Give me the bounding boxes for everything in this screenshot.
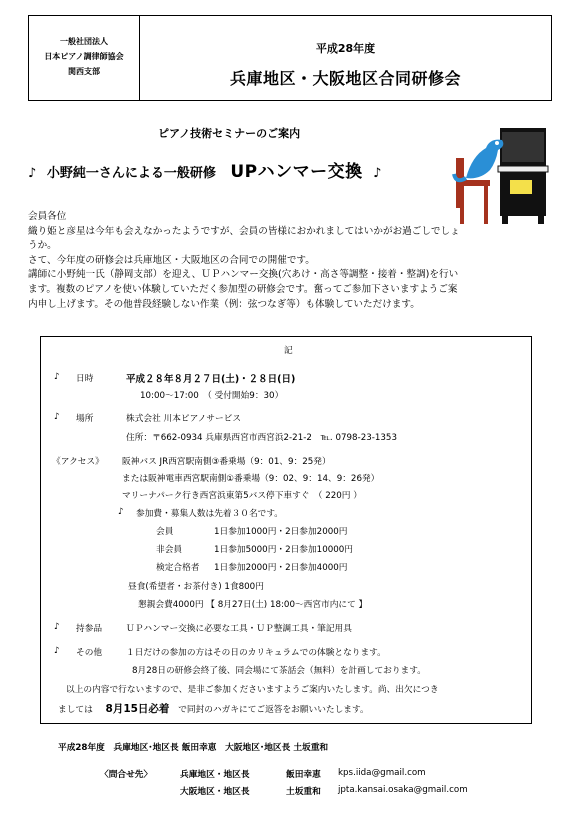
access-line-1: 阪神バス JR西宮駅南側③番乗場（9：01、9：25発） xyxy=(122,457,331,467)
fee-price: 1日参加5000円・2日参加10000円 xyxy=(214,545,353,555)
org-line-3: 関西支部 xyxy=(68,67,100,76)
music-note-icon: ♪ xyxy=(54,646,60,656)
contact-area: 大阪地区・地区長 xyxy=(180,787,250,797)
contact-name: 土坂重和 xyxy=(286,787,321,797)
organization-box xyxy=(28,15,140,101)
time-value: 10:00〜17:00 （ 受付開始9：30） xyxy=(140,391,284,401)
intro-line: ます。複数のピアノを使い体験していただく参加型の研修会です。奮ってご参加下さいますようご案 xyxy=(28,283,458,295)
access-label: 《アクセス》 xyxy=(52,457,104,467)
intro-line: 内申し上げます。その他普段経験しない作業（例：弦つなぎ等）も体験していただけます。 xyxy=(28,298,420,310)
other-line-1: １日だけの参加の方はその日のカリキュラムでの体験となります。 xyxy=(126,648,386,658)
fiscal-year: 平成28年度 xyxy=(315,42,376,55)
lunch-info: 昼食(希望者・お茶付き) 1食800円 xyxy=(128,582,264,592)
items-value: ＵＰハンマー交換に必要な工具・ＵＰ整調工具・筆記用具 xyxy=(126,624,352,634)
headline xyxy=(28,157,381,182)
contact-area: 兵庫地区・地区長 xyxy=(180,770,250,780)
other-label: その他 xyxy=(76,648,103,658)
date-label: 日時 xyxy=(76,374,94,384)
intro-line: うか。 xyxy=(28,240,57,252)
contact-email[interactable]: jpta.kansai.osaka@gmail.com xyxy=(338,785,468,795)
fee-price: 1日参加2000円・2日参加4000円 xyxy=(214,563,348,573)
intro-line: 会員各位 xyxy=(28,211,67,222)
district-leaders: 平成28年度 兵庫地区･地区長 飯田幸恵 大阪地区･地区長 土坂重和 xyxy=(58,743,329,753)
org-line-1: 一般社団法人 xyxy=(60,37,108,46)
music-note-icon: ♪ xyxy=(54,622,60,632)
page-title: 兵庫地区・大阪地区合同研修会 xyxy=(229,69,461,88)
music-note-icon: ♪ xyxy=(28,166,37,181)
fee-price: 1日参加1000円・2日参加2000円 xyxy=(214,527,348,537)
closing-line-2 xyxy=(58,701,369,716)
closing-line-1: 以上の内容で行ないますので、是非ご参加くださいますようご案内いたします。尚、出欠につき xyxy=(66,685,439,695)
contact-email[interactable]: kps.iida@gmail.com xyxy=(338,768,426,778)
music-note-icon: ♪ xyxy=(373,166,382,181)
access-line-2: または阪神電車西宮駅南側①番乗場（9：02、9：14、9：26発） xyxy=(122,474,380,484)
music-note-icon: ♪ xyxy=(54,372,60,382)
title-box xyxy=(140,15,552,101)
music-note-icon: ♪ xyxy=(54,412,60,422)
fee-type: 非会員 xyxy=(156,545,183,555)
closing-text: ましては xyxy=(58,705,93,715)
fee-type: 検定合格者 xyxy=(156,563,200,573)
fee-type: 会員 xyxy=(156,527,174,537)
other-line-2: 8月28日の研修会終了後、同会場にて茶話会（無料）を計画しております。 xyxy=(132,666,426,676)
contact-name: 飯田幸恵 xyxy=(286,770,321,780)
headline-prefix: 小野純一さんによる一般研修 xyxy=(46,166,216,181)
notice-heading: 記 xyxy=(284,346,293,356)
intro-line: さて、今年度の研修会は兵庫地区・大阪地区の合同での開催です。 xyxy=(28,254,315,266)
place-address: 住所：〒662-0934 兵庫県西宮市西宮浜2-21-2 ℡. 0798-23-1353 xyxy=(126,433,397,443)
contact-label: 〈問合せ先〉 xyxy=(100,770,153,780)
place-label: 場所 xyxy=(76,414,94,424)
intro-line: 織り姫と彦星は今年も会えなかったようですが、会員の皆様におかれましてはいかがお過ごしでしょ xyxy=(28,225,460,237)
items-label: 持参品 xyxy=(76,624,103,634)
party-info: 懇親会費4000円 【 8月27日(土) 18:00〜西宮市内にて 】 xyxy=(138,600,368,610)
intro-text xyxy=(28,210,528,312)
seminar-label: ピアノ技術セミナーのご案内 xyxy=(158,127,301,140)
closing-text: で同封のハガキにてご返答をお願いいたします。 xyxy=(178,705,369,715)
intro-line: 講師に小野純一氏（静岡支部）を迎え、ＵＰハンマー交換(穴あけ・高さ等調整・接着・整調)を行い xyxy=(28,269,459,281)
headline-main: UPハンマー交換 xyxy=(230,162,363,182)
deadline: 8月15日必着 xyxy=(105,703,170,715)
org-line-2: 日本ピアノ調律師協会 xyxy=(44,52,124,61)
date-value: 平成２８年８月２７日(土)・２８日(日) xyxy=(126,374,296,385)
place-name: 株式会社 川本ピアノサービス xyxy=(126,414,242,424)
music-note-icon: ♪ xyxy=(118,507,124,517)
access-line-3: マリーナパーク行き西宮浜東第5バス停下車すぐ （ 220円 ） xyxy=(122,491,362,501)
fee-title: 参加費・募集人数は先着３０名です。 xyxy=(136,509,283,519)
